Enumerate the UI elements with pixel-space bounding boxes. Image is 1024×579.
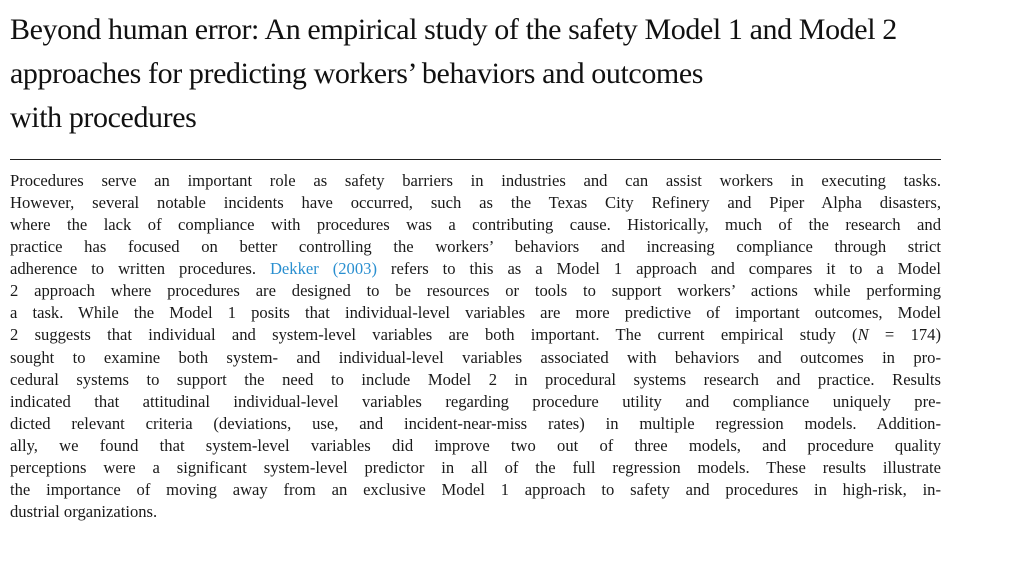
text-segment: refers to this as a Model 1 approach and compares it to a Model <box>376 259 941 279</box>
abstract-line: Procedures serve an important role as safety barriers in industries and can assist workers in executing tasks. <box>10 171 941 190</box>
abstract-line: indicated that attitudinal individual-level variables regarding procedure utility and compliance uniquely pre- <box>10 391 941 411</box>
title-line: with procedures <box>10 101 197 134</box>
section-divider <box>10 159 941 160</box>
abstract-line: where the lack of compliance with procedures was a contributing cause. Historically, much of the research and <box>10 215 941 235</box>
abstract-line <box>10 258 941 280</box>
abstract-line: However, several notable incidents have occurred, such as the Texas City Refinery and Piper Alpha disasters, <box>10 193 941 213</box>
abstract-line: a task. While the Model 1 posits that individual-level variables are more predictive of important outcomes, Model <box>10 303 941 323</box>
abstract-line: sought to examine both system- and individual-level variables associated with behaviors and outcomes in pro- <box>10 347 941 367</box>
abstract-line: the importance of moving away from an exclusive Model 1 approach to safety and procedures in high-risk, in- <box>10 479 941 499</box>
abstract-line: practice has focused on better controlling the workers’ behaviors and increasing compliance through strict <box>10 237 941 257</box>
abstract-line: ally, we found that system-level variables did improve two out of three models, and procedure quality <box>10 435 941 455</box>
abstract-line: cedural systems to support the need to include Model 2 in procedural systems research and practice. Results <box>10 369 941 389</box>
abstract-line: perceptions were a significant system-level predictor in all of the full regression models. These results illustrate <box>10 457 941 477</box>
title-line: approaches for predicting workers’ behaviors and outcomes <box>10 57 704 90</box>
citation-link-dekker-2003[interactable]: Dekker (2003) <box>269 259 377 279</box>
abstract-line: dicted relevant criteria (deviations, use, and incident-near-miss rates) in multiple regression models. Addition- <box>10 413 941 433</box>
title-line: Beyond human error: An empirical study of the safety Model 1 and Model 2 <box>10 13 897 46</box>
abstract <box>10 170 941 523</box>
abstract-line: 2 approach where procedures are designed to be resources or tools to support workers’ actions while performing <box>10 281 941 301</box>
paper-title <box>10 8 1020 140</box>
text-segment: adherence to written procedures. <box>10 259 270 279</box>
text-segment: 2 suggests that individual and system-level variables are both important. The current empirical study ( <box>10 325 858 345</box>
text-segment: = 174) <box>868 325 941 345</box>
sample-size-variable: N <box>857 325 869 345</box>
abstract-line <box>10 324 941 346</box>
abstract-line: dustrial organizations. <box>10 501 158 521</box>
